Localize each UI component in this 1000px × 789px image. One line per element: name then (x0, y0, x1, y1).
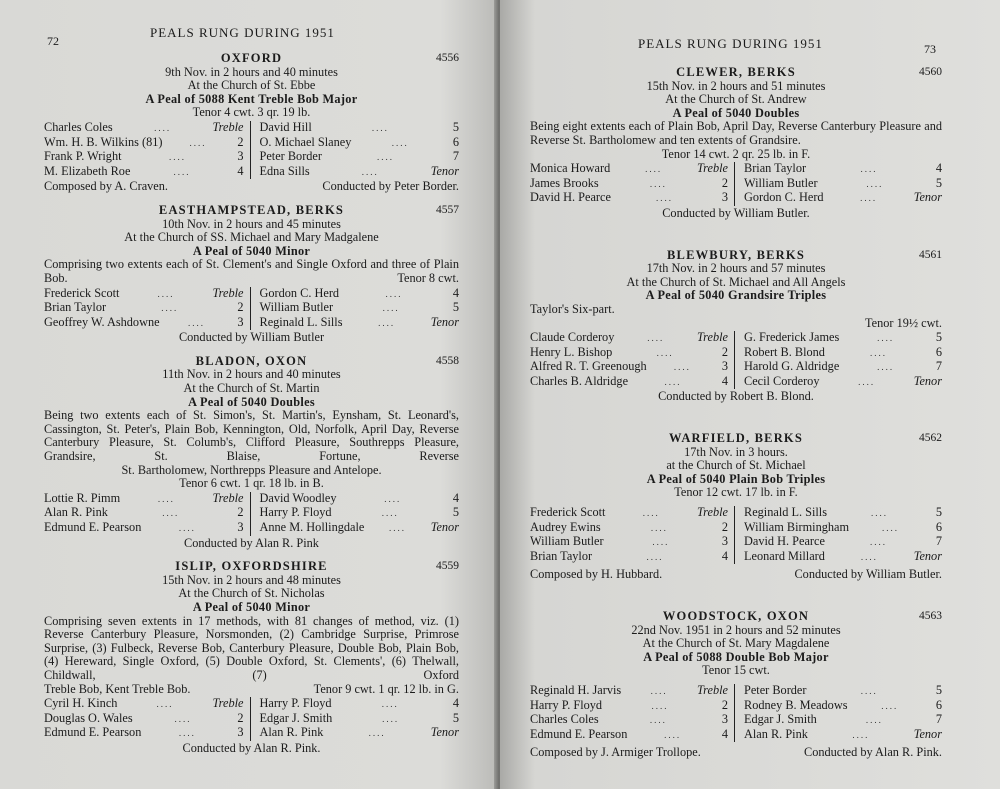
ringer-row: Charles B. Aldridge .... 4 (530, 373, 728, 388)
ringer-row: James Brooks .... 2 (530, 175, 728, 190)
composer: Composed by A. Craven. (44, 179, 168, 194)
peal-entry (44, 355, 459, 550)
ringer-row: M. Elizabeth Roe .... 4 (44, 163, 244, 178)
ringer-row: Rodney B. Meadows .... 6 (744, 697, 942, 712)
ringer-row: Frank P. Wright .... 3 (44, 149, 244, 164)
peal-number: 4556 (436, 52, 459, 64)
ringer-row: Wm. H. B. Wilkins (81) .... 2 (44, 134, 244, 149)
date-line: 17th Nov. in 3 hours. (684, 444, 788, 459)
peal-column (530, 66, 942, 770)
ringers-left-column (44, 121, 251, 179)
peal-number: 4557 (436, 203, 459, 216)
peal-place: EASTHAMPSTEAD, BERKS 4557 (158, 202, 459, 217)
running-header: PEALS RUNG DURING 1951 (638, 36, 823, 51)
ringer-row: David Hill .... 5 (259, 119, 459, 134)
peal-title: A Peal of 5040 Doubles (188, 394, 315, 409)
ringer-row: Brian Taylor .... 4 (744, 161, 942, 176)
peal-title: A Peal of 5040 Minor (192, 243, 311, 258)
ringers-table (530, 684, 942, 742)
date-line: 9th Nov. in 2 hours and 40 minutes (165, 64, 338, 79)
ringer-row: Robert B. Blond .... 6 (744, 344, 942, 359)
peal-place: OXFORD 4556 (220, 51, 459, 65)
ringer-row: David H. Pearce .... 3 (530, 190, 728, 205)
ringer-row: Frederick Scott .... Treble (530, 505, 728, 520)
ringer-row: Douglas O. Wales .... 2 (44, 710, 244, 725)
peal-number: 4562 (919, 432, 942, 445)
conductor: Conducted by Alan R. Pink. (804, 745, 942, 760)
ringer-row: Edna Sills .... Tenor (259, 163, 459, 178)
ringers-table (530, 331, 942, 389)
church-line: At the Church of St. Andrew (665, 92, 807, 107)
ringer-row: David H. Pearce .... 7 (744, 534, 942, 549)
tenor-line: Tenor 14 cwt. 2 qr. 25 lb. in F. (661, 146, 811, 161)
ringer-row: Brian Taylor .... 4 (530, 548, 728, 563)
peal-entry (530, 249, 942, 405)
date-line: 15th Nov. in 2 hours and 51 minutes (646, 78, 826, 93)
ringer-row: Audrey Ewins .... 2 (530, 519, 728, 534)
peal-number: 4559 (436, 560, 459, 573)
page-number: 73 (924, 42, 936, 56)
ringers-right-column (735, 331, 942, 389)
ringer-row: Harry P. Floyd .... 4 (259, 696, 459, 711)
peal-title: A Peal of 5088 Kent Treble Bob Major (145, 91, 358, 106)
church-line: At the Church of St. Ebbe (187, 78, 316, 93)
ringer-row: O. Michael Slaney .... 6 (259, 134, 459, 149)
page-number: 72 (47, 34, 59, 48)
peal-description: Comprising two extents each of St. Clement's and Single Oxford and three of Plain Bob. (44, 257, 459, 285)
ringers-right-column (735, 162, 942, 206)
peal-title: A Peal of 5040 Plain Bob Triples (646, 471, 826, 486)
tenor-line: Tenor 8 cwt. (397, 270, 459, 285)
ringer-row: Peter Border .... 5 (744, 682, 942, 697)
ringer-row: Reginald L. Sills .... Tenor (259, 314, 459, 329)
ringer-row: Edgar J. Smith .... 5 (259, 710, 459, 725)
peal-number: 4560 (919, 66, 942, 78)
peal-entry (44, 52, 459, 194)
conductor: Conducted by Robert B. Blond. (658, 389, 814, 404)
church-line: At the Church of St. Nicholas (178, 586, 325, 601)
peal-description-end: Treble Bob, Kent Treble Bob. (44, 681, 191, 696)
ringer-row: Alfred R. T. Greenough .... 3 (530, 359, 728, 374)
ringers-left-column (530, 506, 735, 564)
ringers-table (530, 506, 942, 564)
ringer-row: Frederick Scott .... Treble (44, 285, 244, 300)
ringer-row: Reginald H. Jarvis .... Treble (530, 682, 728, 697)
church-line: At the Church of St. Martin (183, 381, 320, 396)
date-line: 15th Nov. in 2 hours and 48 minutes (162, 572, 341, 587)
church-line: At the Church of SS. Michael and Mary Madgalene (124, 230, 379, 245)
ringer-row: Cyril H. Kinch .... Treble (44, 696, 244, 711)
peal-number: 4563 (919, 610, 942, 622)
ringer-row: Edmund E. Pearson .... 3 (44, 520, 244, 534)
peal-title: A Peal of 5088 Double Bob Major (643, 649, 829, 664)
composition-tenor-line (530, 303, 942, 317)
church-line: At the Church of St. Michael and All Angels (626, 274, 846, 289)
composer: Composed by J. Armiger Trollope. (530, 745, 701, 760)
ringer-row: Peter Border .... 7 (259, 149, 459, 164)
date-line: 11th Nov. in 2 hours and 40 minutes (162, 367, 341, 382)
ringer-row: Claude Corderoy .... Treble (530, 330, 728, 345)
ringers-table (44, 697, 459, 741)
date-line: 22nd Nov. 1951 in 2 hours and 52 minutes (631, 622, 841, 637)
ringer-row: Monica Howard .... Treble (530, 161, 728, 176)
ringer-row: Edmund E. Pearson .... 4 (530, 726, 728, 741)
ringers-right-column (735, 506, 942, 564)
ringer-row: Alan R. Pink .... Tenor (259, 725, 459, 740)
ringer-row: Alan R. Pink .... Tenor (744, 726, 942, 741)
peal-title: A Peal of 5040 Minor (192, 599, 311, 614)
peal-place: CLEWER, BERKS 4560 (676, 65, 942, 79)
ringer-row: David Woodley .... 4 (259, 490, 459, 505)
peal-number: 4558 (436, 354, 459, 367)
tenor-line: Tenor 9 cwt. 1 qr. 12 lb. in G. (313, 681, 459, 696)
ringers-left-column (44, 287, 251, 331)
ringer-row: Alan R. Pink .... 2 (44, 505, 244, 520)
tenor-line: Tenor 6 cwt. 1 qr. 18 lb. in B. (179, 476, 324, 491)
ringer-row: Harold G. Aldridge .... 7 (744, 359, 942, 374)
conductor: Conducted by William Butler. (794, 567, 942, 582)
ringers-right-column (251, 287, 460, 331)
conductor: Conducted by Alan R. Pink (184, 535, 319, 550)
description-tenor-line (44, 683, 459, 697)
peal-number: 4561 (919, 248, 942, 261)
ringers-table (530, 162, 942, 206)
ringer-row: Anne M. Hollingdale .... Tenor (259, 520, 459, 534)
date-line: 10th Nov. in 2 hours and 45 minutes (162, 216, 341, 231)
ringers-left-column (44, 492, 251, 536)
ringer-row: Harry P. Floyd .... 2 (530, 697, 728, 712)
ringer-row: William Butler .... 5 (259, 300, 459, 315)
conductor: Conducted by William Butler (178, 330, 325, 345)
composer: Composed by H. Hubbard. (530, 567, 663, 582)
peal-entry (44, 560, 459, 755)
ringer-row: Lottie R. Pimm .... Treble (44, 490, 244, 505)
peal-description: Being two extents each of St. Simon's, St. Martin's, Eynsham, St. Leonard's, Cassington, St. Peter's, Plain Bob, Kennington, Old, Norfolk, April Day, Reverse Canterbury Pleasure, St. Columb's, Clifford Pleasure, Southrepps Pleasure, Grandsire, St. Blaise, Fortune, Reverse (44, 408, 459, 464)
peal-title: A Peal of 5040 Doubles (672, 105, 800, 120)
ringers-table (44, 121, 459, 179)
church-line: At the Church of St. Mary Magdalene (642, 636, 830, 651)
peal-entry (530, 610, 942, 760)
peal-title: A Peal of 5040 Grandsire Triples (645, 288, 827, 303)
ringer-row: Leonard Millard .... Tenor (744, 548, 942, 563)
peal-entry (530, 432, 942, 582)
tenor-line: Tenor 19½ cwt. (865, 315, 942, 330)
credits-line (530, 746, 942, 760)
peal-column (44, 52, 459, 766)
right-page (500, 0, 1000, 789)
ringers-left-column (530, 162, 735, 206)
ringers-table (44, 492, 459, 536)
tenor-line: Tenor 12 cwt. 17 lb. in F. (674, 485, 798, 500)
ringer-row: William Butler .... 3 (530, 534, 728, 549)
ringer-row: William Butler .... 5 (744, 175, 942, 190)
ringers-table (44, 287, 459, 331)
peal-place: BLADON, OXON 4558 (195, 353, 459, 368)
ringer-row: Gordon C. Herd .... 4 (259, 285, 459, 300)
peal-entry (530, 66, 942, 221)
tenor-line: Tenor 15 cwt. (702, 663, 770, 678)
ringer-row: G. Frederick James .... 5 (744, 330, 942, 345)
ringer-row: Harry P. Floyd .... 5 (259, 505, 459, 520)
conductor: Conducted by Alan R. Pink. (182, 740, 321, 755)
ringer-row: Gordon C. Herd .... Tenor (744, 190, 942, 205)
date-line: 17th Nov. in 2 hours and 57 minutes (646, 261, 826, 276)
ringer-row: Edmund E. Pearson .... 3 (44, 725, 244, 740)
running-header: PEALS RUNG DURING 1951 (150, 25, 335, 40)
ringers-right-column (251, 121, 460, 179)
ringer-row: William Birmingham .... 6 (744, 519, 942, 534)
ringer-row: Charles Coles .... Treble (44, 119, 244, 134)
church-line: at the Church of St. Michael (666, 458, 806, 473)
ringers-left-column (530, 684, 735, 742)
conductor: Conducted by Peter Border. (322, 179, 459, 194)
tenor-line: Tenor 4 cwt. 3 qr. 19 lb. (192, 105, 311, 120)
ringer-row: Reginald L. Sills .... 5 (744, 505, 942, 520)
ringers-right-column (251, 697, 460, 741)
peal-place: WARFIELD, BERKS 4562 (669, 431, 942, 446)
ringer-row: Charles Coles .... 3 (530, 712, 728, 727)
peal-description-end: St. Bartholomew, Northrepps Pleasure and Antelope. (121, 462, 382, 477)
ringers-left-column (530, 331, 735, 389)
peal-description: Comprising seven extents in 17 methods, with 81 changes of method, viz. (1) Reverse Canterbury Pleasure, Norsmonden, (2) Cambridge Surprise, Primrose Surprise, (3) Fulbeck, Reverse Bob, Canterbury Pleasure, Double Bob, Plain Bob, (4) Hereward, Single Oxford, (5) Double Oxford, St. Clements', (6) Thelwall, Childwall, (7) Oxford (44, 613, 459, 682)
ringer-row: Geoffrey W. Ashdowne .... 3 (44, 314, 244, 329)
peal-description: Being eight extents each of Plain Bob, April Day, Reverse Canterbury Pleasure and Reverse St. Bartholomew and ten extents of Grandsire. (530, 119, 942, 147)
ringer-row: Cecil Corderoy .... Tenor (744, 373, 942, 388)
peal-place: BLEWBURY, BERKS 4561 (667, 247, 942, 262)
peal-place: ISLIP, OXFORDSHIRE 4559 (175, 559, 459, 574)
credits-line (530, 568, 942, 582)
credits-line (44, 180, 459, 194)
conductor: Conducted by William Butler. (662, 205, 810, 220)
ringer-row: Henry L. Bishop .... 2 (530, 344, 728, 359)
ringer-row: Brian Taylor .... 2 (44, 300, 244, 315)
ringers-right-column (251, 492, 460, 536)
peal-place: WOODSTOCK, OXON 4563 (662, 609, 942, 623)
ringer-row: Edgar J. Smith .... 7 (744, 712, 942, 727)
peal-entry (44, 204, 459, 345)
composition: Taylor's Six-part. (530, 301, 615, 316)
ringers-left-column (44, 697, 251, 741)
ringers-right-column (735, 684, 942, 742)
